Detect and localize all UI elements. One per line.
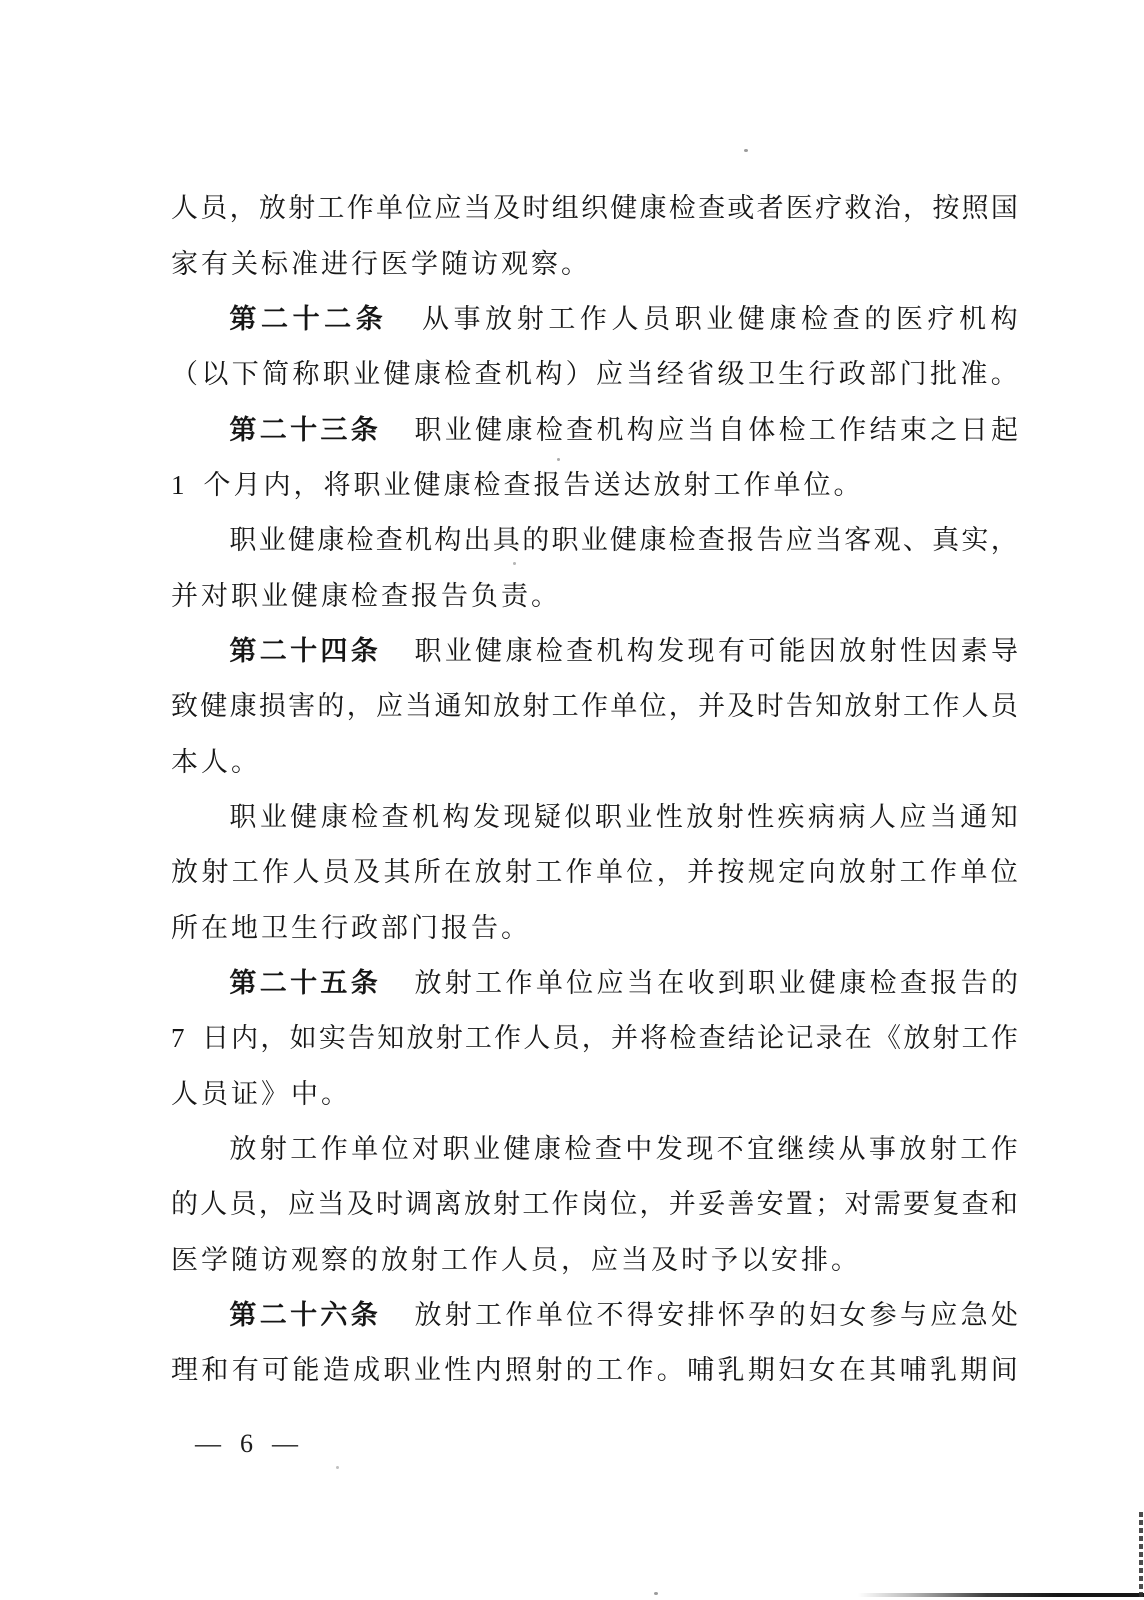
scan-speck [336,1466,339,1469]
text-line: 医 学 随 访 观 察 的 放 射 工 作 人 员 ， 应 当 及 时 予 以 安 排 。 [171,1244,858,1275]
text-line: 致 健 康 损 害 的 ， 应 当 通 知 放 射 工 作 单 位 ， 并 及 时 告 知 放 射 工 作 人 员 [171,691,1018,722]
scan-speck [654,1592,658,1595]
article-heading-line: 第 二 十 五 条 放 射 工 作 单 位 应 当 在 收 到 职 业 健 康 检 查 报 告 的 [229,967,1018,998]
text-line: 家 有 关 标 准 进 行 医 学 随 访 观 察 。 [171,248,588,279]
page-footer [195,1429,298,1459]
text-line: （ 以 下 简 称 职 业 健 康 检 查 机 构 ） 应 当 经 省 级 卫 生 行 政 部 门 批 准 。 [171,359,1018,390]
scan-artifact-bottom-edge [858,1593,1144,1597]
text-line: 人 员 证 》 中 。 [171,1078,348,1109]
text-line: 职 业 健 康 检 查 机 构 出 具 的 职 业 健 康 检 查 报 告 应 当 客 观 、 真 实 ， [229,525,1018,556]
scan-artifact-right-edge [1139,1512,1143,1597]
article-heading-line: 第 二 十 二 条 从 事 放 射 工 作 人 员 职 业 健 康 检 查 的 医 疗 机 构 [229,303,1018,334]
text-line: 人 员 ， 放 射 工 作 单 位 应 当 及 时 组 织 健 康 检 查 或 者 医 疗 救 治 ， 按 照 国 [171,193,1018,224]
text-block [171,181,1018,1399]
text-line: 职 业 健 康 检 查 机 构 发 现 疑 似 职 业 性 放 射 性 疾 病 病 人 应 当 通 知 [229,801,1018,832]
text-line: 本 人 。 [171,746,258,777]
article-heading-line: 第 二 十 四 条 职 业 健 康 检 查 机 构 发 现 有 可 能 因 放 射 性 因 素 导 [229,635,1018,666]
text-line: 7 日 内 ， 如 实 告 知 放 射 工 作 人 员 ， 并 将 检 查 结 论 记 录 在 《 放 射 工 作 [171,1023,1018,1054]
text-line: 的 人 员 ， 应 当 及 时 调 离 放 射 工 作 岗 位 ， 并 妥 善 安 置 ； 对 需 要 复 查 和 [171,1189,1018,1220]
scan-speck [744,149,748,152]
article-heading-line: 第 二 十 六 条 放 射 工 作 单 位 不 得 安 排 怀 孕 的 妇 女 参 与 应 急 处 [229,1300,1018,1331]
text-line: 放 射 工 作 单 位 对 职 业 健 康 检 查 中 发 现 不 宜 继 续 从 事 放 射 工 作 [229,1134,1018,1165]
text-line: 理 和 有 可 能 造 成 职 业 性 内 照 射 的 工 作 。 哺 乳 期 妇 女 在 其 哺 乳 期 间 [171,1355,1018,1386]
footer-dash-right: — [272,1429,298,1458]
page-number: 6 [240,1429,253,1458]
scan-speck [513,562,516,565]
scan-speck [557,458,560,461]
article-heading-line: 第 二 十 三 条 职 业 健 康 检 查 机 构 应 当 自 体 检 工 作 结 束 之 日 起 [229,414,1018,445]
text-line: 放 射 工 作 人 员 及 其 所 在 放 射 工 作 单 位 ， 并 按 规 定 向 放 射 工 作 单 位 [171,857,1018,888]
text-line: 并 对 职 业 健 康 检 查 报 告 负 责 。 [171,580,558,611]
text-line: 1 个 月 内 ， 将 职 业 健 康 检 查 报 告 送 达 放 射 工 作 单 位 。 [171,469,861,500]
footer-dash-left: — [195,1429,221,1458]
text-line: 所 在 地 卫 生 行 政 部 门 报 告 。 [171,912,528,943]
